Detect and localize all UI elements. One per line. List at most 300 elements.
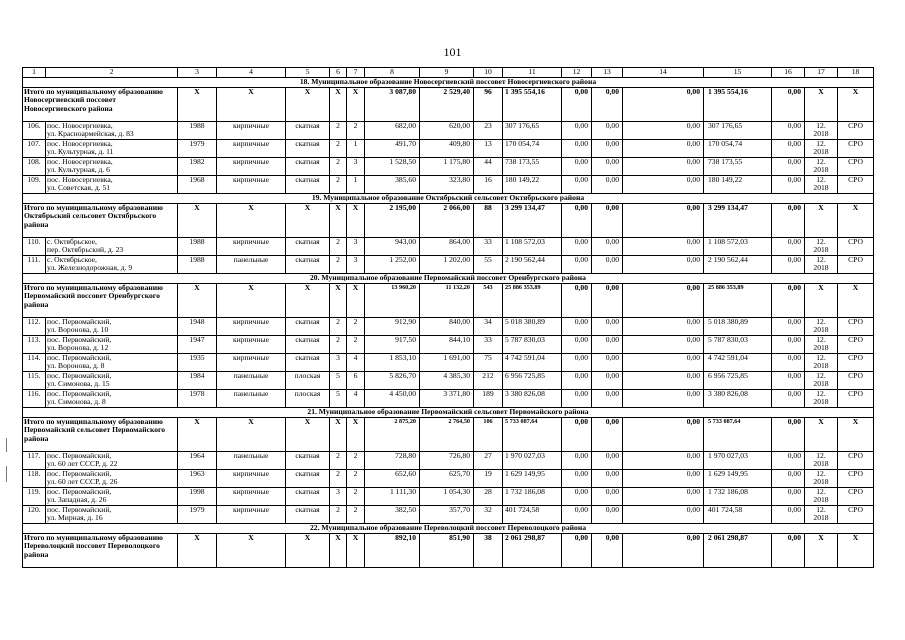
- total-label: Итого по муниципальному образованию Новосергиевский поссовет Новосергиевского района: [23, 88, 178, 122]
- completion-year: 2018: [813, 379, 829, 389]
- entrances: 4: [347, 390, 365, 408]
- wall-material: кирпичные: [217, 336, 286, 354]
- completion-year: 2018: [813, 495, 829, 505]
- total-value: 0,00: [562, 284, 592, 318]
- building-year: 1982: [178, 158, 217, 176]
- total-value: 2 061 298,87: [704, 534, 772, 568]
- building-address: [46, 354, 178, 372]
- residents: 189: [474, 390, 503, 408]
- total-value: 106: [474, 418, 503, 452]
- living-area: 726,80: [420, 452, 474, 470]
- section-header-row: [23, 408, 874, 418]
- page-number: 101: [443, 45, 462, 59]
- wall-material: панельные: [217, 256, 286, 274]
- total-value: 892,10: [365, 534, 420, 568]
- section-header-row: [23, 274, 874, 284]
- fund-2: 0,00: [592, 318, 623, 336]
- address-locality: пос. Первомайский,: [47, 451, 112, 460]
- other-funds: 0,00: [772, 372, 805, 390]
- total-value: X: [286, 204, 330, 238]
- total-value: X: [838, 204, 874, 238]
- other-funds: 0,00: [772, 158, 805, 176]
- floors: 2: [330, 140, 347, 158]
- total-value: 13 960,20: [365, 284, 420, 318]
- section-title: 22. Муниципальное образование Переволоцкий поссовет Переволоцкого района: [23, 524, 874, 534]
- roof-type: скатная: [286, 122, 330, 140]
- living-area: 1 691,00: [420, 354, 474, 372]
- fund-1: 0,00: [562, 122, 592, 140]
- residents: 34: [474, 318, 503, 336]
- address-street: ул. Культурная, д. 11: [47, 147, 114, 157]
- total-value: X: [805, 284, 838, 318]
- repair-cost: 1 970 027,03: [503, 452, 562, 470]
- total-area: 1 111,30: [365, 488, 420, 506]
- total-value: X: [217, 88, 286, 122]
- living-area: 409,80: [420, 140, 474, 158]
- building-row: [23, 354, 874, 372]
- building-year: 1963: [178, 470, 217, 488]
- column-number: 5: [286, 68, 330, 78]
- building-row: [23, 488, 874, 506]
- other-funds: 0,00: [772, 470, 805, 488]
- owners-funds: 4 742 591,04: [704, 354, 772, 372]
- entrances: 2: [347, 470, 365, 488]
- residents: 28: [474, 488, 503, 506]
- residents: 19: [474, 470, 503, 488]
- building-address: [46, 140, 178, 158]
- column-number: 6: [330, 68, 347, 78]
- building-row: [23, 158, 874, 176]
- building-year: 1979: [178, 506, 217, 524]
- row-number: 108.: [23, 158, 46, 176]
- completion-month: 12.: [816, 469, 826, 478]
- completion-date: [805, 390, 838, 408]
- funding-method: СРО: [838, 372, 874, 390]
- total-value: 0,00: [592, 204, 623, 238]
- total-area: 385,60: [365, 176, 420, 194]
- address-locality: пос. Первомайский,: [47, 389, 112, 398]
- address-locality: пос. Новосергиевка,: [47, 175, 113, 184]
- total-label: Итого по муниципальному образованию Октябрьский сельсовет Октябрьского района: [23, 204, 178, 238]
- total-value: X: [805, 88, 838, 122]
- address-street: ул. Симонова, д. 15: [47, 379, 110, 389]
- fund-3: 0,00: [623, 390, 704, 408]
- funding-method: СРО: [838, 336, 874, 354]
- column-number: 8: [365, 68, 420, 78]
- living-area: 844,10: [420, 336, 474, 354]
- total-value: X: [286, 418, 330, 452]
- address-street: ул. Культурная, д. 6: [47, 165, 110, 175]
- total-value: X: [838, 534, 874, 568]
- address-locality: пос. Первомайский,: [47, 505, 112, 514]
- total-value: 2 061 298,87: [503, 534, 562, 568]
- capital-repair-register-table: [22, 67, 874, 568]
- total-value: X: [330, 284, 347, 318]
- total-value: X: [178, 534, 217, 568]
- entrances: 1: [347, 140, 365, 158]
- completion-date: [805, 176, 838, 194]
- completion-date: [805, 488, 838, 506]
- residents: 55: [474, 256, 503, 274]
- entrances: 1: [347, 176, 365, 194]
- total-value: 5 733 087,64: [704, 418, 772, 452]
- other-funds: 0,00: [772, 318, 805, 336]
- wall-material: кирпичные: [217, 354, 286, 372]
- fund-1: 0,00: [562, 354, 592, 372]
- completion-date: [805, 158, 838, 176]
- total-value: 1 395 554,16: [503, 88, 562, 122]
- address-locality: с. Октябрьское,: [47, 237, 97, 246]
- row-number: 117.: [23, 452, 46, 470]
- roof-type: плоская: [286, 372, 330, 390]
- living-area: 323,80: [420, 176, 474, 194]
- floors: 2: [330, 452, 347, 470]
- column-number-row: [23, 68, 874, 78]
- funding-method: СРО: [838, 256, 874, 274]
- total-area: 652,60: [365, 470, 420, 488]
- wall-material: панельные: [217, 372, 286, 390]
- column-number: 7: [347, 68, 365, 78]
- total-value: 25 886 353,89: [503, 284, 562, 318]
- total-value: 1 395 554,16: [704, 88, 772, 122]
- row-number: 110.: [23, 238, 46, 256]
- total-area: 917,50: [365, 336, 420, 354]
- total-value: 2 195,00: [365, 204, 420, 238]
- margin-mark: [6, 438, 7, 452]
- total-value: X: [286, 284, 330, 318]
- total-value: X: [330, 418, 347, 452]
- column-number: 3: [178, 68, 217, 78]
- municipality-total-row: [23, 204, 874, 238]
- repair-cost: 307 176,65: [503, 122, 562, 140]
- repair-cost: 4 742 591,04: [503, 354, 562, 372]
- column-number: 11: [503, 68, 562, 78]
- row-number: 112.: [23, 318, 46, 336]
- building-year: 1988: [178, 238, 217, 256]
- address-locality: пос. Новосергиевка,: [47, 121, 113, 130]
- address-locality: пос. Первомайский,: [47, 469, 112, 478]
- completion-date: [805, 470, 838, 488]
- owners-funds: 5 787 830,03: [704, 336, 772, 354]
- floors: 2: [330, 256, 347, 274]
- total-value: 2 529,40: [420, 88, 474, 122]
- address-street: ул. Симонова, д. 8: [47, 397, 106, 407]
- fund-3: 0,00: [623, 470, 704, 488]
- floors: 2: [330, 506, 347, 524]
- total-value: X: [805, 204, 838, 238]
- building-year: 1984: [178, 372, 217, 390]
- building-year: 1988: [178, 122, 217, 140]
- fund-2: 0,00: [592, 372, 623, 390]
- total-label: Итого по муниципальному образованию Первомайский сельсовет Первомайского района: [23, 418, 178, 452]
- living-area: 864,00: [420, 238, 474, 256]
- total-value: X: [347, 284, 365, 318]
- total-value: 2 875,20: [365, 418, 420, 452]
- total-value: 0,00: [562, 88, 592, 122]
- owners-funds: 170 054,74: [704, 140, 772, 158]
- building-year: 1968: [178, 176, 217, 194]
- other-funds: 0,00: [772, 176, 805, 194]
- completion-month: 12.: [816, 389, 826, 398]
- fund-1: 0,00: [562, 372, 592, 390]
- column-number: 16: [772, 68, 805, 78]
- wall-material: кирпичные: [217, 488, 286, 506]
- fund-1: 0,00: [562, 176, 592, 194]
- residents: 44: [474, 158, 503, 176]
- address-locality: пос. Первомайский,: [47, 353, 112, 362]
- fund-3: 0,00: [623, 158, 704, 176]
- residents: 33: [474, 238, 503, 256]
- completion-month: 12.: [816, 157, 826, 166]
- row-number: 115.: [23, 372, 46, 390]
- completion-month: 12.: [816, 505, 826, 514]
- fund-1: 0,00: [562, 238, 592, 256]
- repair-cost: 1 732 186,08: [503, 488, 562, 506]
- living-area: 625,70: [420, 470, 474, 488]
- fund-2: 0,00: [592, 256, 623, 274]
- residents: 13: [474, 140, 503, 158]
- total-value: X: [286, 534, 330, 568]
- total-value: 0,00: [772, 88, 805, 122]
- wall-material: кирпичные: [217, 506, 286, 524]
- total-value: 96: [474, 88, 503, 122]
- building-address: [46, 176, 178, 194]
- entrances: 3: [347, 256, 365, 274]
- funding-method: СРО: [838, 158, 874, 176]
- floors: 5: [330, 372, 347, 390]
- total-value: X: [805, 534, 838, 568]
- wall-material: кирпичные: [217, 140, 286, 158]
- other-funds: 0,00: [772, 506, 805, 524]
- fund-2: 0,00: [592, 238, 623, 256]
- address-street: ул. Железнодорожная, д. 9: [47, 263, 133, 273]
- completion-date: [805, 122, 838, 140]
- total-value: 5 733 087,64: [503, 418, 562, 452]
- total-area: 4 450,00: [365, 390, 420, 408]
- other-funds: 0,00: [772, 140, 805, 158]
- floors: 2: [330, 238, 347, 256]
- completion-year: 2018: [813, 245, 829, 255]
- address-locality: пос. Первомайский,: [47, 317, 112, 326]
- fund-2: 0,00: [592, 488, 623, 506]
- row-number: 116.: [23, 390, 46, 408]
- total-value: X: [178, 284, 217, 318]
- total-value: 3 299 134,47: [704, 204, 772, 238]
- completion-date: [805, 238, 838, 256]
- completion-month: 12.: [816, 353, 826, 362]
- fund-2: 0,00: [592, 140, 623, 158]
- owners-funds: 1 108 572,03: [704, 238, 772, 256]
- total-value: 88: [474, 204, 503, 238]
- building-year: 1964: [178, 452, 217, 470]
- floors: 5: [330, 390, 347, 408]
- roof-type: скатная: [286, 318, 330, 336]
- roof-type: скатная: [286, 158, 330, 176]
- entrances: 2: [347, 318, 365, 336]
- municipality-total-row: [23, 534, 874, 568]
- residents: 33: [474, 336, 503, 354]
- building-address: [46, 256, 178, 274]
- row-number: 118.: [23, 470, 46, 488]
- other-funds: 0,00: [772, 390, 805, 408]
- fund-3: 0,00: [623, 238, 704, 256]
- entrances: 2: [347, 122, 365, 140]
- building-year: 1988: [178, 256, 217, 274]
- municipality-total-row: [23, 284, 874, 318]
- building-year: 1935: [178, 354, 217, 372]
- total-value: 543: [474, 284, 503, 318]
- other-funds: 0,00: [772, 488, 805, 506]
- fund-1: 0,00: [562, 488, 592, 506]
- address-locality: пос. Первомайский,: [47, 371, 112, 380]
- owners-funds: 6 956 725,85: [704, 372, 772, 390]
- fund-3: 0,00: [623, 140, 704, 158]
- completion-year: 2018: [813, 129, 829, 139]
- fund-1: 0,00: [562, 390, 592, 408]
- column-number: 15: [704, 68, 772, 78]
- total-value: 0,00: [772, 534, 805, 568]
- address-street: ул. Красноармейская, д. 83: [47, 129, 134, 139]
- fund-3: 0,00: [623, 372, 704, 390]
- total-label: Итого по муниципальному образованию Переволоцкий поссовет Переволоцкого района: [23, 534, 178, 568]
- fund-1: 0,00: [562, 470, 592, 488]
- completion-month: 12.: [816, 371, 826, 380]
- address-street: ул. Мирная, д. 16: [47, 513, 103, 523]
- roof-type: скатная: [286, 256, 330, 274]
- column-number: 2: [46, 68, 178, 78]
- completion-date: [805, 372, 838, 390]
- column-number: 1: [23, 68, 46, 78]
- building-row: [23, 318, 874, 336]
- fund-3: 0,00: [623, 336, 704, 354]
- fund-1: 0,00: [562, 140, 592, 158]
- fund-1: 0,00: [562, 256, 592, 274]
- total-value: X: [347, 418, 365, 452]
- owners-funds: 5 018 380,89: [704, 318, 772, 336]
- entrances: 3: [347, 158, 365, 176]
- building-address: [46, 390, 178, 408]
- completion-date: [805, 452, 838, 470]
- total-value: 2 066,00: [420, 204, 474, 238]
- owners-funds: 738 173,55: [704, 158, 772, 176]
- column-number: 4: [217, 68, 286, 78]
- section-header-row: [23, 524, 874, 534]
- funding-method: СРО: [838, 122, 874, 140]
- column-number: 13: [592, 68, 623, 78]
- address-street: ул. Воронова, д. 12: [47, 343, 109, 353]
- total-value: 0,00: [562, 204, 592, 238]
- residents: 32: [474, 506, 503, 524]
- fund-1: 0,00: [562, 452, 592, 470]
- building-address: [46, 372, 178, 390]
- total-value: X: [838, 418, 874, 452]
- entrances: 2: [347, 488, 365, 506]
- completion-date: [805, 336, 838, 354]
- completion-year: 2018: [813, 397, 829, 407]
- funding-method: СРО: [838, 318, 874, 336]
- completion-date: [805, 354, 838, 372]
- total-value: 0,00: [623, 534, 704, 568]
- completion-month: 12.: [816, 317, 826, 326]
- building-address: [46, 488, 178, 506]
- total-value: X: [286, 88, 330, 122]
- fund-3: 0,00: [623, 122, 704, 140]
- floors: 2: [330, 318, 347, 336]
- address-street: пер. Октябрьский, д. 23: [47, 245, 124, 255]
- repair-cost: 180 149,22: [503, 176, 562, 194]
- total-value: 0,00: [562, 418, 592, 452]
- owners-funds: 2 190 562,44: [704, 256, 772, 274]
- funding-method: СРО: [838, 506, 874, 524]
- total-value: X: [217, 418, 286, 452]
- fund-1: 0,00: [562, 158, 592, 176]
- building-row: [23, 238, 874, 256]
- total-label: Итого по муниципальному образованию Первомайский поссовет Оренбургского района: [23, 284, 178, 318]
- owners-funds: 1 732 186,08: [704, 488, 772, 506]
- repair-cost: 401 724,58: [503, 506, 562, 524]
- total-area: 912,90: [365, 318, 420, 336]
- building-year: 1998: [178, 488, 217, 506]
- funding-method: СРО: [838, 390, 874, 408]
- fund-2: 0,00: [592, 452, 623, 470]
- completion-year: 2018: [813, 183, 829, 193]
- funding-method: СРО: [838, 176, 874, 194]
- total-value: X: [838, 88, 874, 122]
- fund-2: 0,00: [592, 122, 623, 140]
- wall-material: кирпичные: [217, 470, 286, 488]
- building-row: [23, 256, 874, 274]
- total-value: X: [217, 284, 286, 318]
- total-value: X: [347, 204, 365, 238]
- address-street: ул. 60 лет СССР, д. 26: [47, 477, 118, 487]
- floors: 2: [330, 470, 347, 488]
- total-area: 682,00: [365, 122, 420, 140]
- wall-material: кирпичные: [217, 122, 286, 140]
- building-row: [23, 506, 874, 524]
- funding-method: СРО: [838, 470, 874, 488]
- building-address: [46, 452, 178, 470]
- building-address: [46, 470, 178, 488]
- address-locality: пос. Новосергиевка,: [47, 139, 113, 148]
- total-area: 728,80: [365, 452, 420, 470]
- living-area: 357,70: [420, 506, 474, 524]
- total-value: X: [805, 418, 838, 452]
- repair-cost: 1 629 149,95: [503, 470, 562, 488]
- column-number: 12: [562, 68, 592, 78]
- total-value: 0,00: [592, 534, 623, 568]
- residents: 212: [474, 372, 503, 390]
- total-value: X: [217, 534, 286, 568]
- wall-material: панельные: [217, 452, 286, 470]
- repair-cost: 3 380 826,08: [503, 390, 562, 408]
- entrances: 6: [347, 372, 365, 390]
- building-year: 1979: [178, 140, 217, 158]
- living-area: 1 175,80: [420, 158, 474, 176]
- fund-1: 0,00: [562, 336, 592, 354]
- row-number: 109.: [23, 176, 46, 194]
- repair-cost: 5 018 380,89: [503, 318, 562, 336]
- building-row: [23, 140, 874, 158]
- funding-method: СРО: [838, 238, 874, 256]
- owners-funds: 401 724,58: [704, 506, 772, 524]
- completion-year: 2018: [813, 147, 829, 157]
- total-value: 0,00: [592, 88, 623, 122]
- funding-method: СРО: [838, 488, 874, 506]
- completion-date: [805, 140, 838, 158]
- residents: 27: [474, 452, 503, 470]
- total-value: 0,00: [623, 204, 704, 238]
- column-number: 18: [838, 68, 874, 78]
